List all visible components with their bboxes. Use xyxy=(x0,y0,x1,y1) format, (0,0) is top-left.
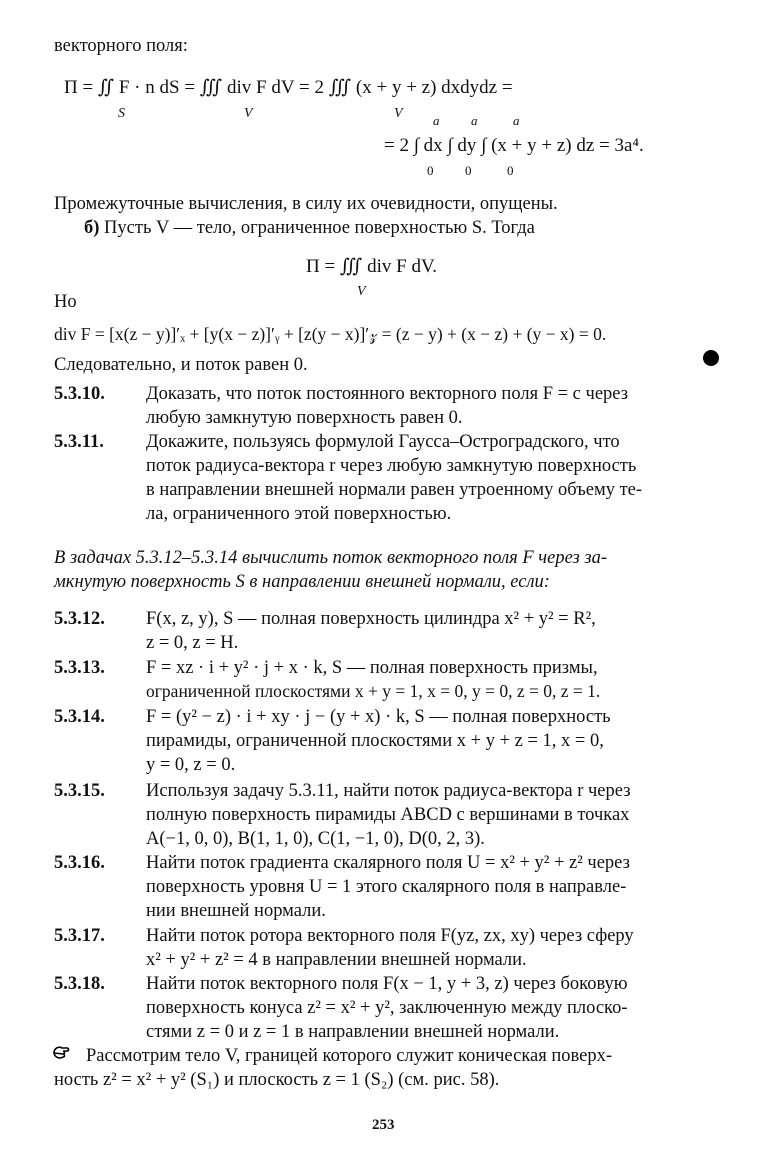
problem-line: F = xz · i + y² · j + x · k, S — полная поверхность призмы, xyxy=(146,658,598,678)
solution-line-2: ность z² = x² + y² (S₁) и плоскость z = 1 (S₂) (см. рис. 58). xyxy=(54,1070,500,1090)
problem-line: x² + y² + z² = 4 в направлении внешней нормали. xyxy=(146,950,527,971)
formula-flux-line1: Π = ∬ F · n dS = ∭ div F dV = 2 ∭ (x + y + z) dxdydz = xyxy=(64,77,513,98)
note: Промежуточные вычисления, в силу их очевидности, опущены. xyxy=(54,194,558,214)
problem-text xyxy=(146,656,721,703)
problem-text xyxy=(146,779,721,851)
problem-text xyxy=(146,851,721,923)
problem-line: пирамиды, ограниченной плоскостями x + y + z = 1, x = 0, xyxy=(146,731,604,752)
problem-text xyxy=(146,924,721,972)
problem-text xyxy=(146,607,721,655)
part-b xyxy=(84,216,535,240)
problem-line: стями z = 0 и z = 1 в направлении внешней нормали. xyxy=(146,1022,560,1043)
problem-number: 5.3.10. xyxy=(54,384,105,404)
limit-lower-2: 0 xyxy=(465,163,472,178)
problem-line: ла, ограниченного этой поверхностью. xyxy=(146,504,452,525)
problem-line: Найти поток векторного поля F(x − 1, y + 3, z) через боковую xyxy=(146,974,628,994)
filled-circle-icon xyxy=(703,350,719,366)
limit-lower-1: 0 xyxy=(427,163,434,178)
problem-number: 5.3.15. xyxy=(54,781,105,801)
problem-line: ограниченной плоскостями x + y = 1, x = 0, y = 0, z = 0, z = 1. xyxy=(146,681,601,702)
problem-line: Найти поток ротора векторного поля F(yz, zx, xy) через сферу xyxy=(146,926,634,946)
formula2-sub-v: V xyxy=(357,284,366,299)
limit-lower-3: 0 xyxy=(507,163,514,178)
part-b-label: б) xyxy=(84,218,100,238)
problem-line: Доказать, что поток постоянного векторного поля F = c через xyxy=(146,384,629,404)
problem-line: z = 0, z = H. xyxy=(146,633,239,654)
but-word: Но xyxy=(54,292,77,312)
limit-upper-1: a xyxy=(433,113,440,128)
problem-line: Найти поток градиента скалярного поля U = x² + y² + z² через xyxy=(146,853,630,873)
limit-upper-2: a xyxy=(471,113,478,128)
problem-line: Используя задачу 5.3.11, найти поток радиуса-вектора r через xyxy=(146,781,631,801)
problem-number: 5.3.17. xyxy=(54,926,105,946)
formula-flux-volume: Π = ∭ div F dV. xyxy=(306,256,438,277)
top-line: векторного поля: xyxy=(54,36,188,56)
limit-upper-3: a xyxy=(513,113,520,128)
div-formula: div F = [x(z − y)]′ₓ + [y(x − z)]′ᵧ + [z(y − x)]′𝓏 = (z − y) + (x − z) + (y − x) = 0. xyxy=(54,324,607,344)
problem-text xyxy=(146,430,721,526)
problem-line: любую замкнутую поверхность равен 0. xyxy=(146,408,463,429)
conclusion: Следовательно, и поток равен 0. xyxy=(54,355,308,375)
page-number: 253 xyxy=(372,1117,395,1133)
intro-line: В задачах 5.3.12–5.3.14 вычислить поток векторного поля F через за- xyxy=(54,548,608,568)
solution-line-1: Рассмотрим тело V, границей которого служит коническая поверх- xyxy=(86,1046,613,1066)
formula-sub-s: S xyxy=(118,106,125,121)
problem-number: 5.3.12. xyxy=(54,609,105,629)
formula-flux-line2: = 2 ∫ dx ∫ dy ∫ (x + y + z) dz = 3a⁴. xyxy=(384,135,644,156)
problem-line: Докажите, пользуясь формулой Гаусса–Остроградского, что xyxy=(146,432,620,452)
problem-line: A(−1, 0, 0), B(1, 1, 0), C(1, −1, 0), D(0, 2, 3). xyxy=(146,829,485,850)
intro-line: мкнутую поверхность S в направлении внешней нормали, если: xyxy=(54,572,550,593)
section-intro xyxy=(54,546,721,594)
part-b-text: Пусть V — тело, ограниченное поверхностью S. Тогда xyxy=(104,218,535,238)
problem-line: полную поверхность пирамиды ABCD с вершинами в точках xyxy=(146,805,630,826)
problem-text xyxy=(146,972,721,1044)
problem-text xyxy=(146,382,721,430)
problem-line: в направлении внешней нормали равен утроенному объему те- xyxy=(146,480,643,501)
problem-number: 5.3.14. xyxy=(54,707,105,727)
problem-line: поверхность конуса z² = x² + y², заключенную между плоско- xyxy=(146,998,628,1019)
problem-line: F = (y² − z) · i + xy · j − (y + x) · k, S — полная поверхность xyxy=(146,707,611,727)
problem-number: 5.3.16. xyxy=(54,853,105,873)
problem-number: 5.3.13. xyxy=(54,658,105,678)
formula-sub-v1: V xyxy=(244,106,253,121)
problem-number: 5.3.18. xyxy=(54,974,105,994)
hand-pointer-icon xyxy=(52,1044,70,1062)
problem-text xyxy=(146,705,721,777)
problem-line: поверхность уровня U = 1 этого скалярного поля в направле- xyxy=(146,877,627,898)
problem-line: поток радиуса-вектора r через любую замкнутую поверхность xyxy=(146,456,637,477)
problem-line: F(x, z, y), S — полная поверхность цилиндра x² + y² = R², xyxy=(146,609,596,629)
problem-number: 5.3.11. xyxy=(54,432,104,452)
problem-line: нии внешней нормали. xyxy=(146,901,326,922)
problem-line: y = 0, z = 0. xyxy=(146,755,236,776)
formula-sub-v2: V xyxy=(394,106,403,121)
